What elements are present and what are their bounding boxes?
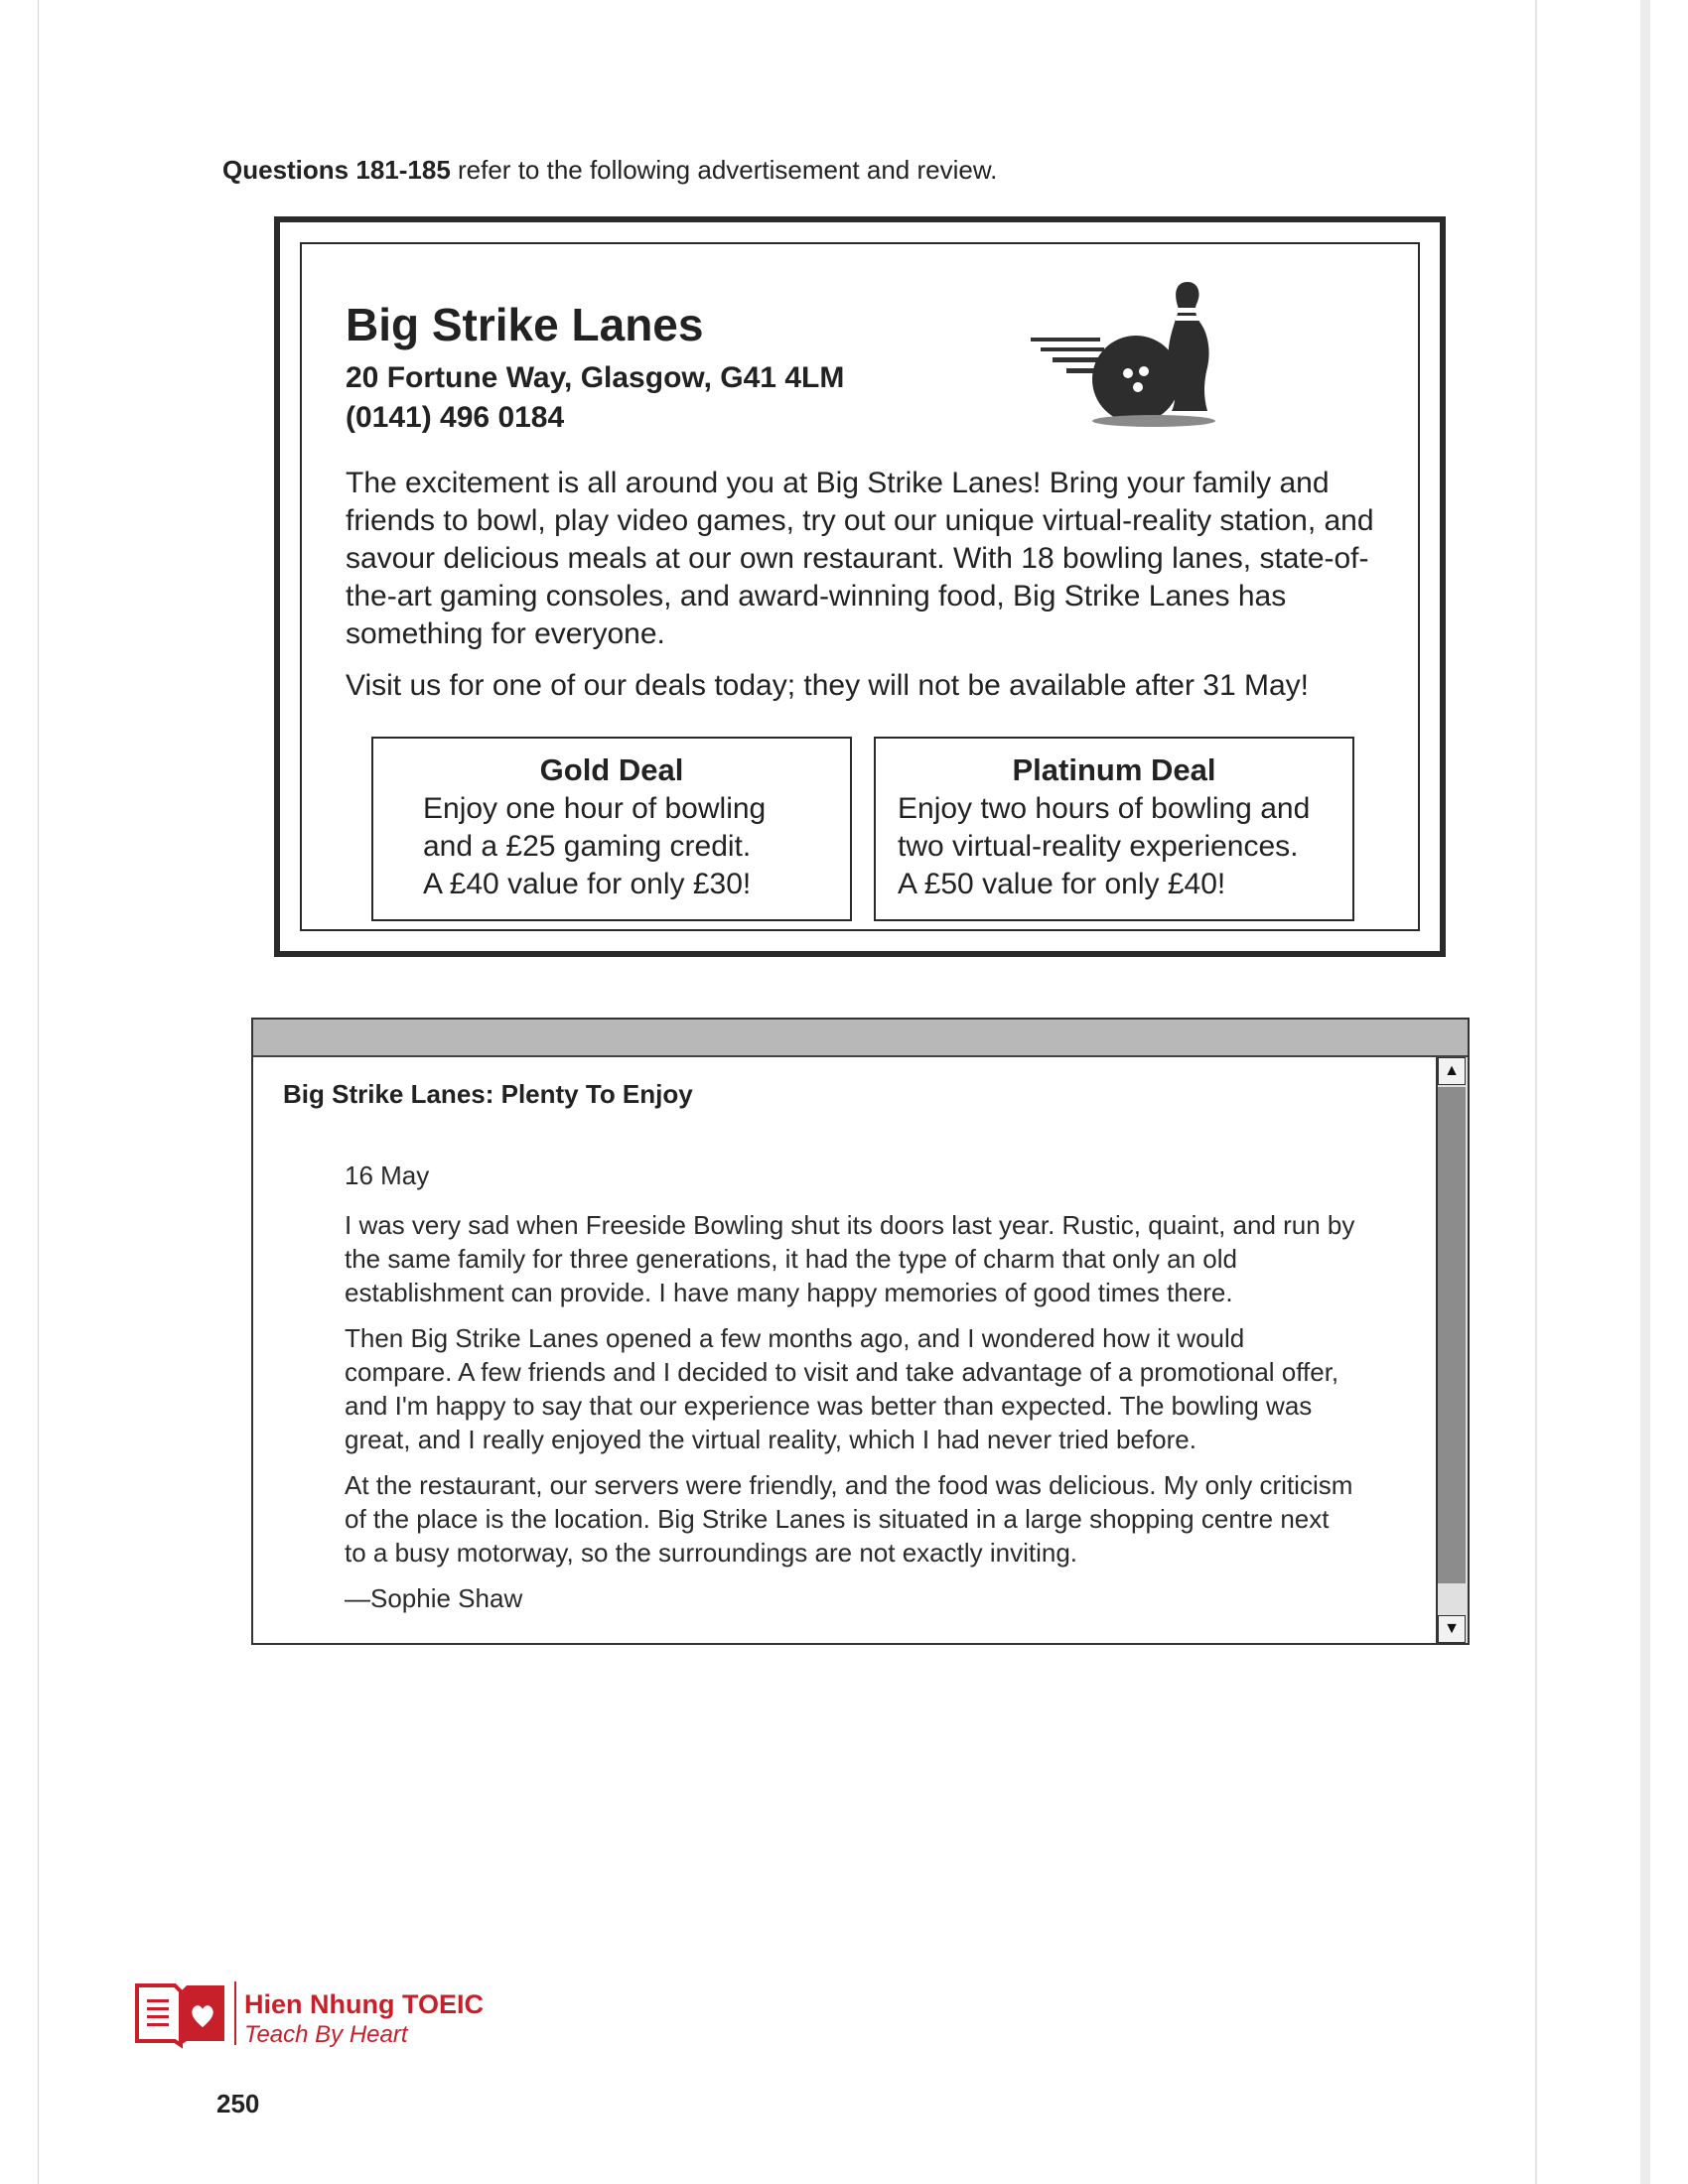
- gold-deal-title: Gold Deal: [539, 752, 684, 787]
- brand-divider: [234, 1981, 236, 2045]
- review-window-titlebar: [253, 1020, 1468, 1057]
- scroll-up-arrow-icon[interactable]: ▲: [1438, 1057, 1466, 1085]
- gold-deal-box: [371, 737, 852, 921]
- ad-deadline-notice: Visit us for one of our deals today; they will not be available after 31 May!: [346, 669, 1309, 702]
- review-date: 16 May: [345, 1160, 430, 1190]
- ad-title: Big Strike Lanes: [346, 299, 704, 350]
- gold-deal-line: and a £25 gaming credit.: [423, 830, 752, 863]
- platinum-deal-box: [874, 737, 1354, 921]
- scroll-down-arrow-icon[interactable]: ▼: [1438, 1615, 1466, 1643]
- page-edge-right: [1535, 0, 1537, 2184]
- review-window: [251, 1018, 1470, 1645]
- review-paragraph: I was very sad when Freeside Bowling shut its doors last year. Rustic, quaint, and run by the same family for three generations, it had the type of charm that only an old establishment can provide. I have many happy memories of good times there.: [345, 1210, 1355, 1307]
- platinum-deal-price: A £50 value for only £40!: [898, 868, 1226, 900]
- brand-tagline: Teach By Heart: [244, 2021, 408, 2048]
- ad-description: The excitement is all around you at Big Strike Lanes! Bring your family and friends to bowl, play video games, try out our unique virtual-reality station, and savour delicious meals at our own restaurant. With 18 bowling lanes, state-of-the-art gaming consoles, and award-winning food, Big Strike Lanes has something for everyone.: [346, 467, 1374, 650]
- question-intro: [222, 155, 997, 186]
- review-heading: Big Strike Lanes: Plenty To Enjoy: [283, 1079, 693, 1109]
- open-book-heart-icon: [135, 1979, 226, 2049]
- review-paragraph: At the restaurant, our servers were friendly, and the food was delicious. My only criticism of the place is the location. Big Strike Lanes is situated in a large shopping centre next to a busy motorway, so the surroundings are not exactly inviting.: [345, 1470, 1353, 1568]
- gold-deal-price: A £40 value for only £30!: [423, 868, 752, 900]
- ad-address: 20 Fortune Way, Glasgow, G41 4LM: [346, 361, 845, 394]
- question-range: Questions 181-185: [222, 155, 451, 185]
- review-content: [345, 1159, 1357, 1627]
- platinum-deal-line: Enjoy two hours of bowling and: [898, 792, 1311, 825]
- page-binding-edge: [1640, 0, 1650, 2184]
- page-edge-left: [38, 0, 39, 2184]
- review-scrollbar[interactable]: [1436, 1057, 1468, 1643]
- gold-deal-text: [373, 790, 850, 903]
- platinum-deal-line: two virtual-reality experiences.: [898, 830, 1299, 863]
- page-number: 250: [216, 2089, 260, 2118]
- review-signature: —Sophie Shaw: [345, 1583, 523, 1613]
- bowling-ball-and-pin-icon: [1027, 280, 1225, 429]
- advertisement: [274, 216, 1446, 957]
- question-intro-text: refer to the following advertisement and review.: [450, 155, 998, 185]
- ad-phone: (0141) 496 0184: [346, 401, 565, 434]
- gold-deal-line: Enjoy one hour of bowling: [423, 792, 767, 825]
- scrollbar-thumb[interactable]: [1438, 1087, 1466, 1583]
- platinum-deal-text: [876, 790, 1352, 903]
- brand-name: Hien Nhung TOEIC: [244, 1989, 484, 2019]
- advertisement-inner-frame: [300, 242, 1420, 931]
- platinum-deal-title: Platinum Deal: [1012, 752, 1216, 787]
- review-paragraph: Then Big Strike Lanes opened a few months ago, and I wondered how it would compare. A few friends and I decided to visit and take advantage of a promotional offer, and I'm happy to say that our experience was better than expected. The bowling was great, and I really enjoyed the virtual reality, which I had never tried before.: [345, 1323, 1339, 1454]
